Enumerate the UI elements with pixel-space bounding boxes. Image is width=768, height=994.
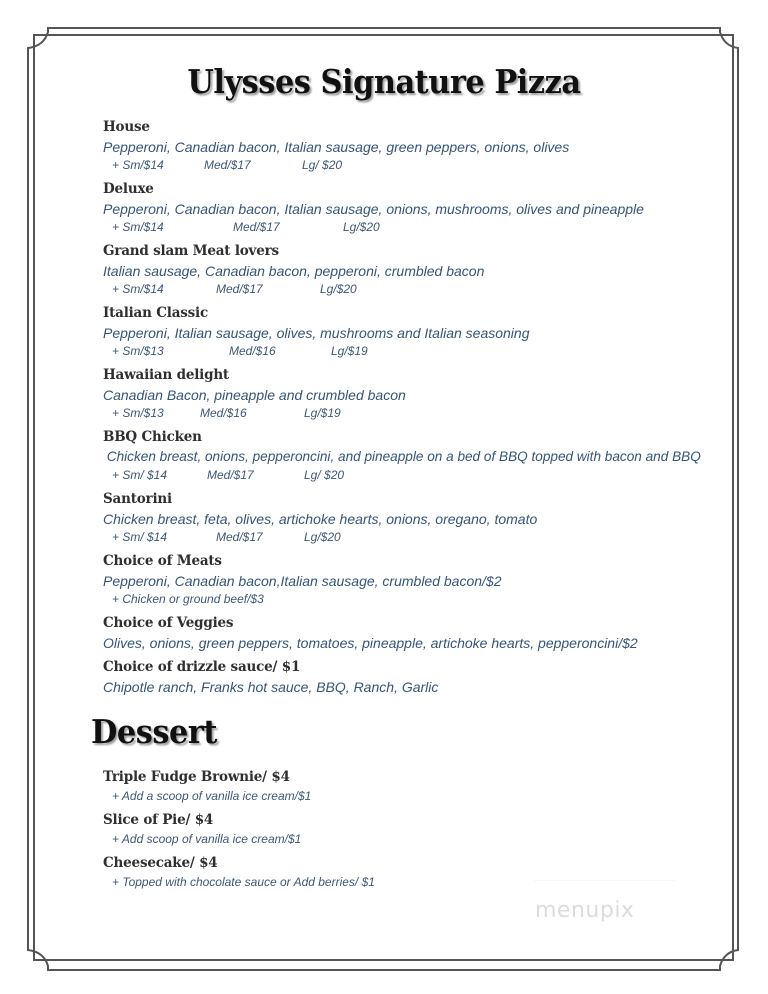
price-small: + Sm/$13 (112, 406, 164, 420)
item-extra: + Chicken or ground beef/$3 (112, 592, 264, 606)
item-prices (103, 219, 743, 235)
price-large: Lg/$19 (304, 406, 341, 420)
choice-veggies (103, 614, 743, 653)
item-name: Hawaiian delight (103, 367, 229, 383)
item-name: Santorini (103, 491, 172, 507)
watermark-logo: menupix (535, 898, 635, 923)
dessert-menu (103, 768, 703, 891)
price-large: Lg/$20 (343, 220, 380, 234)
item-prices (103, 529, 743, 545)
price-small: + Sm/ $14 (112, 530, 168, 544)
item-description: Pepperoni, Canadian bacon, Italian sausage, green peppers, onions, olives (103, 139, 570, 155)
item-name: Deluxe (103, 181, 154, 197)
watermark-decoration (535, 880, 675, 889)
item-extra: + Add scoop of vanilla ice cream/$1 (112, 832, 302, 846)
dessert-section-title: Dessert (91, 712, 217, 751)
dessert-item-brownie (103, 768, 703, 805)
menu-item-grand-slam (103, 242, 743, 297)
item-name: Cheesecake/ $4 (103, 855, 218, 871)
item-name: Grand slam Meat lovers (103, 243, 279, 259)
price-medium: Med/$16 (200, 406, 247, 420)
price-large: Lg/$20 (304, 530, 341, 544)
item-prices (103, 405, 743, 421)
pizza-menu (103, 118, 743, 697)
price-medium: Med/$17 (204, 158, 251, 172)
price-small: + Sm/$14 (112, 220, 164, 234)
price-large: Lg/$20 (320, 282, 357, 296)
price-small: + Sm/$14 (112, 282, 164, 296)
item-name: Slice of Pie/ $4 (103, 812, 214, 828)
item-name: Italian Classic (103, 305, 208, 321)
price-small: + Sm/$13 (112, 344, 164, 358)
price-medium: Med/$17 (216, 282, 263, 296)
price-medium: Med/$17 (233, 220, 280, 234)
menu-item-deluxe (103, 180, 743, 235)
item-description: Pepperoni, Canadian bacon, Italian sausage, onions, mushrooms, olives and pineapple (103, 201, 644, 217)
price-medium: Med/$17 (216, 530, 263, 544)
item-prices (103, 467, 743, 483)
menu-item-italian-classic (103, 304, 743, 359)
item-description: Chipotle ranch, Franks hot sauce, BBQ, Ranch, Garlic (103, 679, 439, 695)
price-medium: Med/$17 (207, 468, 254, 482)
item-name: Choice of Veggies (103, 615, 234, 631)
item-description: Olives, onions, green peppers, tomatoes, pineapple, artichoke hearts, pepperoncini/$2 (103, 635, 638, 651)
menu-item-house (103, 118, 743, 173)
price-small: + Sm/ $14 (112, 468, 168, 482)
item-name: Choice of Meats (103, 553, 222, 569)
menu-item-bbq-chicken (103, 428, 743, 483)
price-large: Lg/ $20 (304, 468, 345, 482)
item-name: House (103, 119, 150, 135)
item-prices (103, 281, 743, 297)
item-description: Chicken breast, onions, pepperoncini, and pineapple on a bed of BBQ topped with bacon and BBQ (103, 449, 701, 464)
item-extra: + Topped with chocolate sauce or Add berries/ $1 (112, 875, 375, 889)
item-description: Pepperoni, Canadian bacon,Italian sausage, crumbled bacon/$2 (103, 573, 502, 589)
item-name: Triple Fudge Brownie/ $4 (103, 769, 290, 785)
item-description: Canadian Bacon, pineapple and crumbled bacon (103, 387, 406, 403)
item-name: BBQ Chicken (103, 429, 202, 445)
choice-meats (103, 552, 743, 607)
dessert-item-pie (103, 811, 703, 848)
item-name: Choice of drizzle sauce/ $1 (103, 659, 301, 675)
menu-item-hawaiian (103, 366, 743, 421)
item-description: Chicken breast, feta, olives, artichoke hearts, onions, oregano, tomato (103, 511, 538, 527)
item-description: Pepperoni, Italian sausage, olives, mushrooms and Italian seasoning (103, 325, 530, 341)
price-large: Lg/$19 (331, 344, 368, 358)
price-large: Lg/ $20 (302, 158, 343, 172)
page-title: Ulysses Signature Pizza (187, 62, 581, 101)
item-prices (103, 343, 743, 359)
price-medium: Med/$16 (229, 344, 276, 358)
item-extra: + Add a scoop of vanilla ice cream/$1 (112, 789, 312, 803)
price-small: + Sm/$14 (112, 158, 164, 172)
choice-drizzle-sauce (103, 658, 743, 697)
menu-item-santorini (103, 490, 743, 545)
item-description: Italian sausage, Canadian bacon, pepperoni, crumbled bacon (103, 263, 485, 279)
item-prices (103, 157, 743, 173)
